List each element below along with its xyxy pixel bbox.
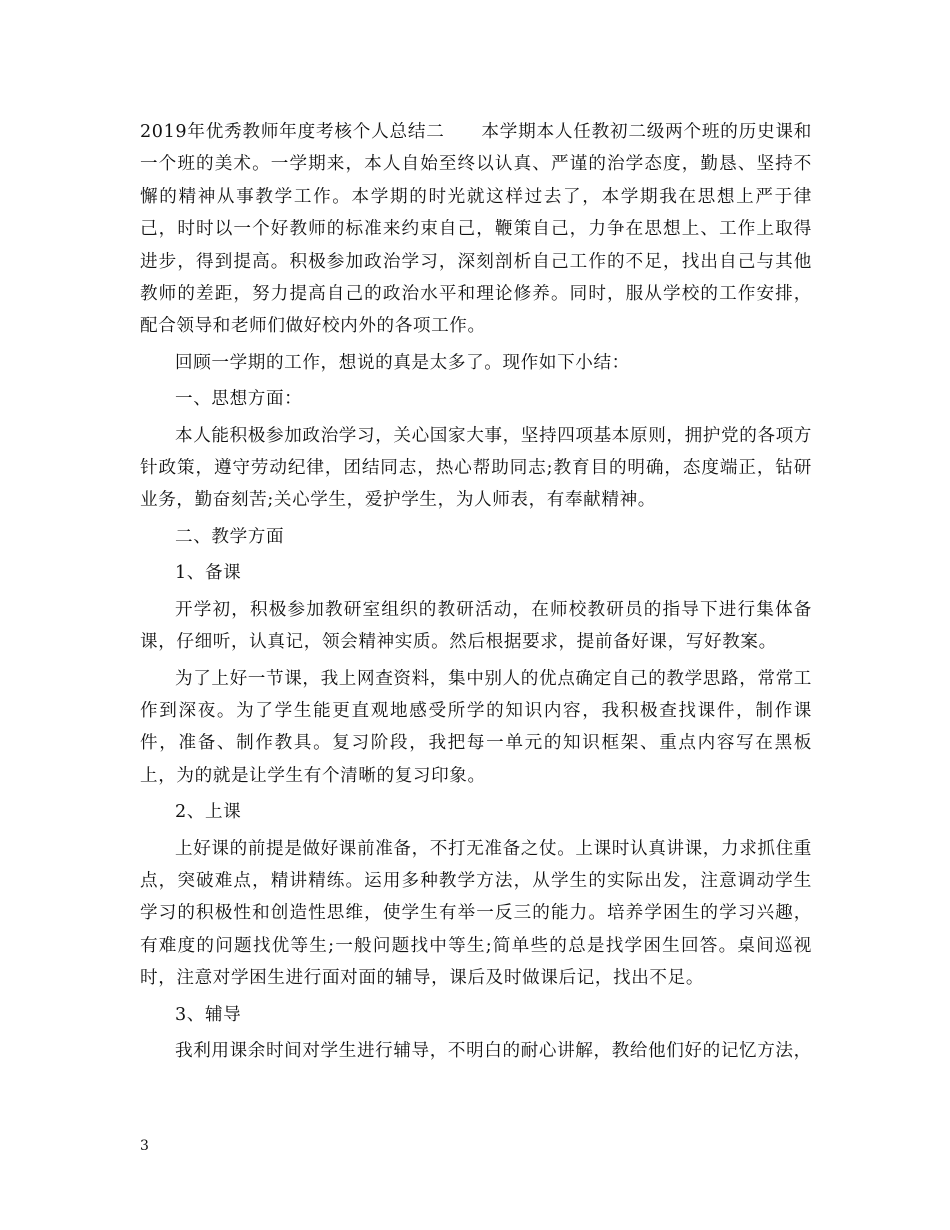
page-number: 3 xyxy=(140,1138,149,1154)
document-body xyxy=(140,116,812,1067)
section-heading-thought: 一、思想方面： xyxy=(175,389,303,410)
section-heading-teaching: 二、教学方面 xyxy=(175,526,285,547)
lesson-prep-paragraph-1: 开学初，积极参加教研室组织的教研活动，在师校教研员的指导下进行集体备课，仔细听，认真记，领会精神实质。然后根据要求，提前备好课，写好教案。 xyxy=(140,599,812,653)
tutoring-paragraph: 我利用课余时间对学生进行辅导，不明白的耐心讲解，教给他们好的记忆方法， xyxy=(175,1040,812,1061)
subheading-lesson-prep: 1、备课 xyxy=(175,563,242,584)
class-paragraph: 上好课的前提是做好课前准备，不打无准备之仗。上课时认真讲课，力求抓住重点，突破难点，精讲精练。运用多种教学方法，从学生的实际出发，注意调动学生学习的积极性和创造性思维，使学生有举一反三的能力。培养学困生的学习兴趣，有难度的问题找优等生;一般问题找中等生;简单些的总是找学困生回答。桌间巡视时，注意对学困生进行面对面的辅导，课后及时做课后记，找出不足。 xyxy=(140,838,812,989)
thought-paragraph: 本人能积极参加政治学习，关心国家大事，坚持四项基本原则，拥护党的各项方针政策，遵守劳动纪律，团结同志，热心帮助同志;教育目的明确，态度端正，钻研业务，勤奋刻苦;关心学生，爱护学生，为人师表，有奉献精神。 xyxy=(140,425,812,511)
subheading-class: 2、上课 xyxy=(175,802,242,823)
review-paragraph: 回顾一学期的工作，想说的真是太多了。现作如下小结： xyxy=(175,352,630,373)
subheading-tutoring: 3、辅导 xyxy=(175,1004,242,1025)
intro-paragraph: 2019年优秀教师年度考核个人总结二 本学期本人任教初二级两个班的历史课和一个班的美术。一学期来，本人自始至终以认真、严谨的治学态度，勤恳、坚持不懈的精神从事教学工作。本学期的时光就这样过去了，本学期我在思想上严于律己，时时以一个好教师的标准来约束自己，鞭策自己，力争在思想上、工作上取得进步，得到提高。积极参加政治学习，深刻剖析自己工作的不足，找出自己与其他教师的差距，努力提高自己的政治水平和理论修养。同时，服从学校的工作安排，配合领导和老师们做好校内外的各项工作。 xyxy=(140,122,812,337)
lesson-prep-paragraph-2: 为了上好一节课，我上网查资料，集中别人的优点确定自己的教学思路，常常工作到深夜。为了学生能更直观地感受所学的知识内容，我积极查找课件，制作课件，准备、制作教具。复习阶段，我把每一单元的知识框架、重点内容写在黑板上，为的就是让学生有个清晰的复习印象。 xyxy=(140,668,812,786)
